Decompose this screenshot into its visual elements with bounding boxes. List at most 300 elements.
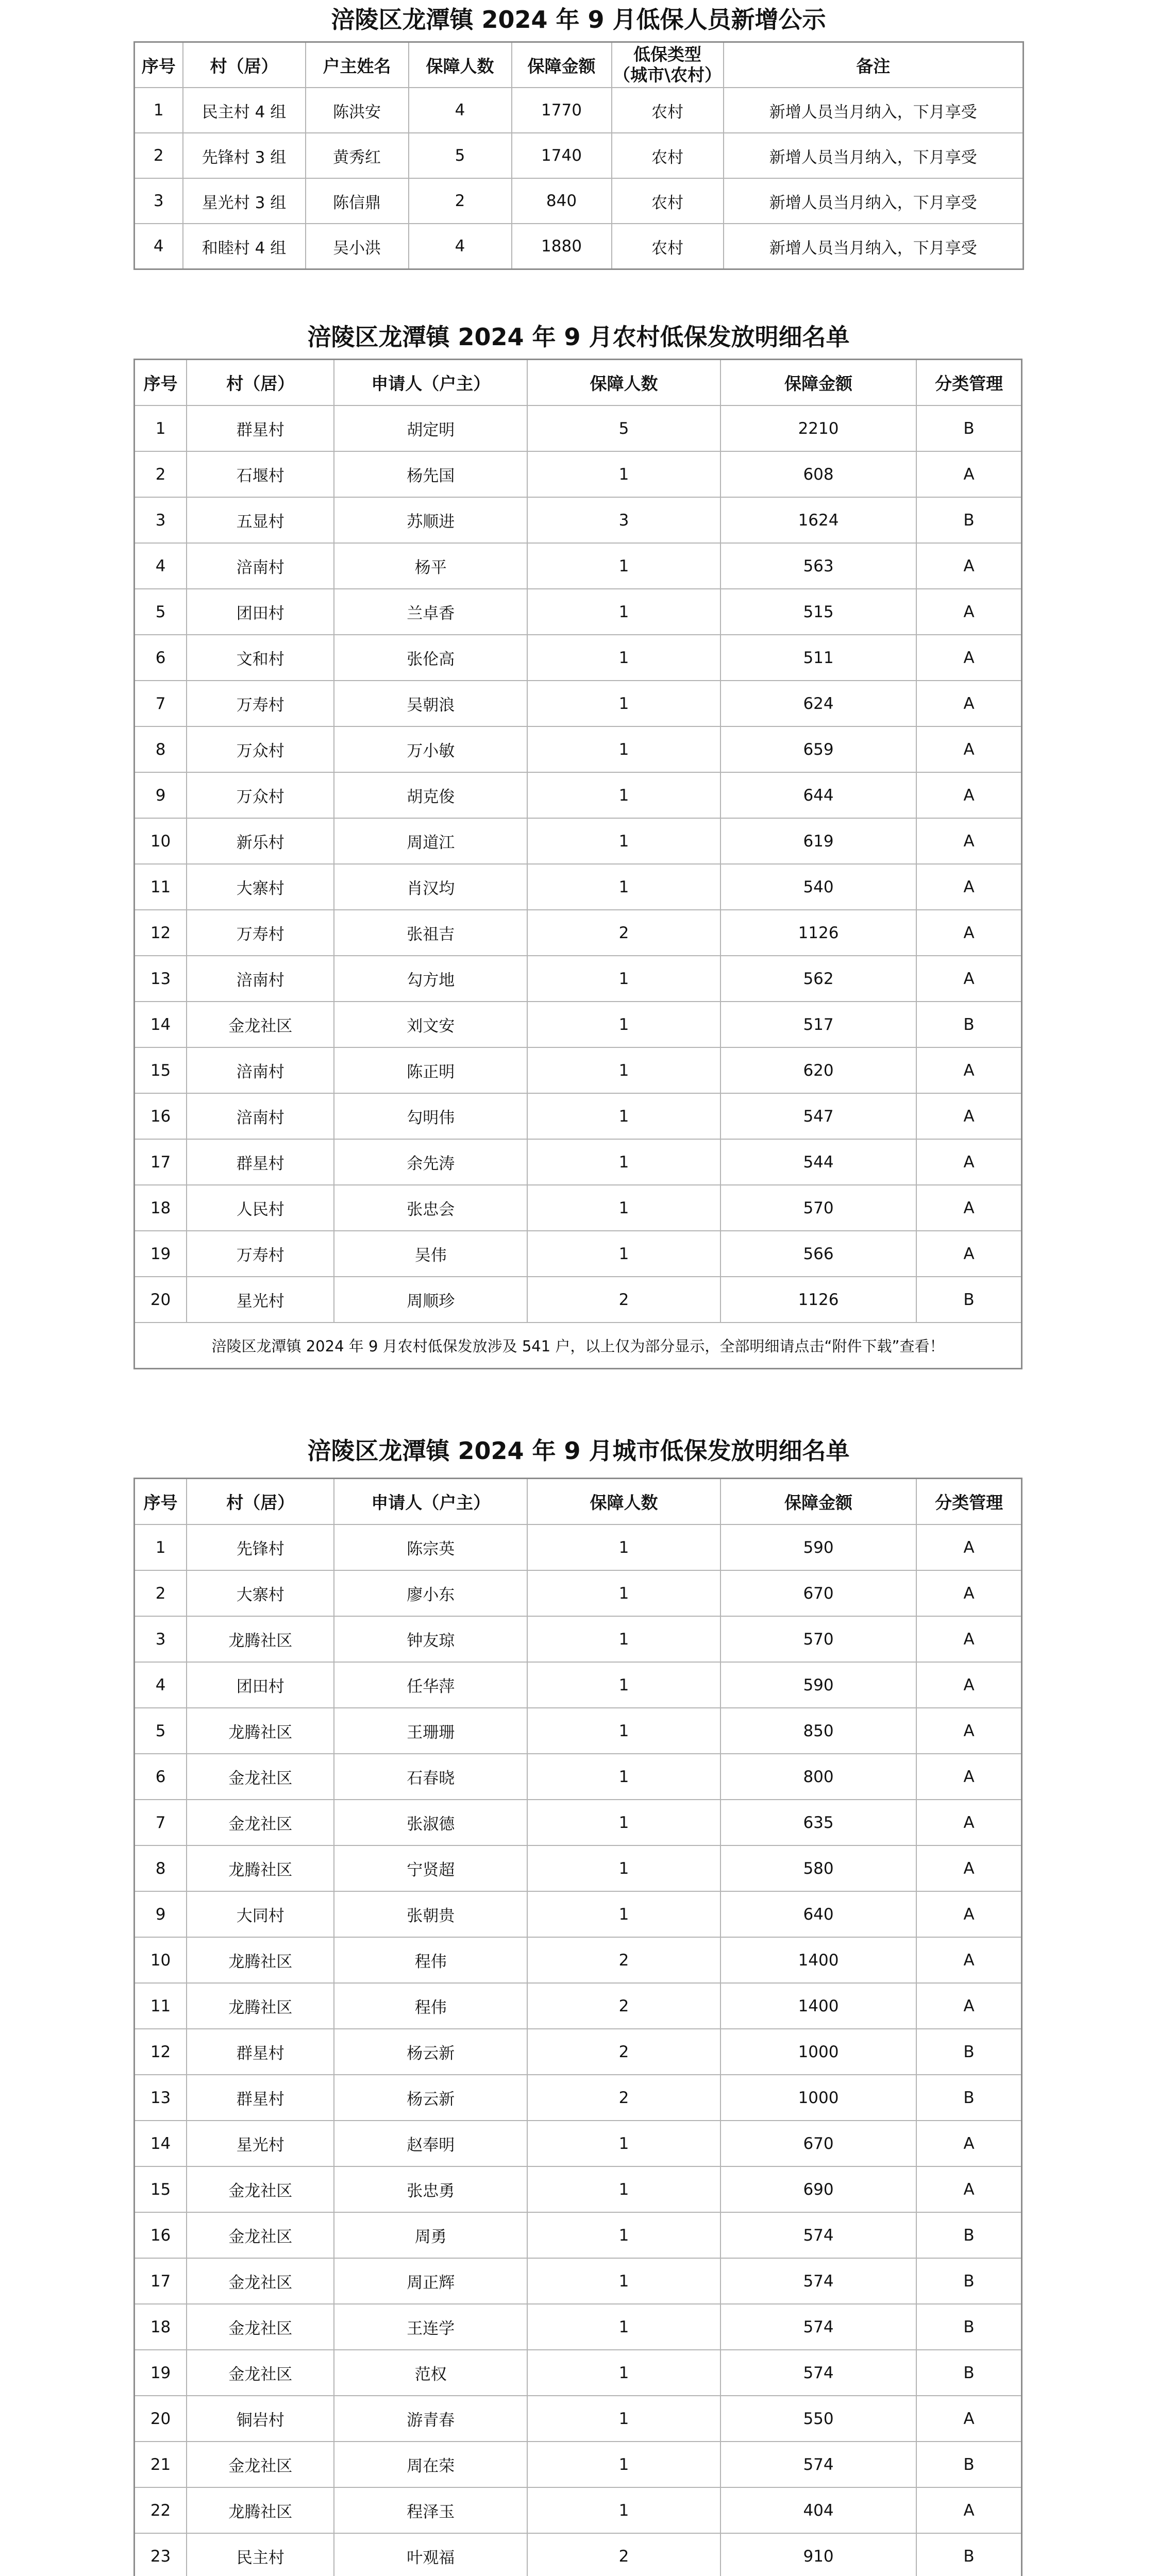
cell-village: 大同村 [187,1891,334,1937]
cell-seq: 22 [135,2487,187,2533]
cell-amount: 580 [720,1845,916,1891]
cell-amount: 624 [720,681,916,726]
cell-category: A [916,1616,1021,1662]
cell-applicant: 吴朝浪 [334,681,527,726]
cell-persons: 1 [527,2396,720,2442]
cell-village: 金龙社区 [187,2212,334,2258]
cell-amount: 562 [720,956,916,1002]
cell-persons: 2 [527,1277,720,1323]
cell-seq: 1 [135,1524,187,1570]
cell-seq: 8 [135,1845,187,1891]
cell-amount: 544 [720,1139,916,1185]
cell-seq: 1 [135,405,187,451]
cell-category: A [916,1093,1021,1139]
cell-applicant: 肖汉均 [334,864,527,910]
cell-persons: 2 [527,2075,720,2121]
cell-persons: 1 [527,2258,720,2304]
cell-village: 星光村 3 组 [183,178,306,224]
table-row [135,1570,1022,1616]
table-row [135,2350,1022,2396]
cell-village: 新乐村 [187,818,334,864]
cell-applicant: 程伟 [334,1983,527,2029]
cell-remark: 新增人员当月纳入，下月享受 [724,224,1024,269]
cell-village: 涪南村 [187,956,334,1002]
cell-seq: 20 [135,2396,187,2442]
cell-village: 万寿村 [187,681,334,726]
cell-amount: 659 [720,726,916,772]
cell-category: A [916,681,1021,726]
cell-persons: 1 [527,772,720,818]
table-row [135,1616,1022,1662]
cell-type: 农村 [612,133,724,178]
col-persons: 保障人数 [527,1479,720,1525]
cell-village: 石堰村 [187,451,334,497]
cell-seq: 23 [135,2533,187,2576]
cell-category: A [916,2396,1021,2442]
cell-applicant: 张忠会 [334,1185,527,1231]
cell-category: A [916,956,1021,1002]
cell-amount: 404 [720,2487,916,2533]
new-list-table [133,41,1024,270]
cell-category: B [916,2533,1021,2576]
cell-applicant: 周在荣 [334,2442,527,2487]
cell-amount: 574 [720,2258,916,2304]
table-row [135,405,1022,451]
cell-amount: 566 [720,1231,916,1277]
cell-seq: 17 [135,2258,187,2304]
table-row [135,178,1024,224]
cell-village: 万众村 [187,772,334,818]
col-village: 村（居） [187,360,334,406]
cell-persons: 1 [527,864,720,910]
cell-applicant: 张朝贵 [334,1891,527,1937]
cell-village: 群星村 [187,1139,334,1185]
cell-amount: 690 [720,2166,916,2212]
table-row [135,2533,1022,2576]
cell-amount: 1740 [512,133,612,178]
cell-persons: 3 [527,497,720,543]
cell-village: 先锋村 3 组 [183,133,306,178]
cell-applicant: 游青春 [334,2396,527,2442]
cell-persons: 1 [527,1139,720,1185]
cell-persons: 1 [527,1800,720,1845]
cell-seq: 14 [135,1002,187,1047]
cell-seq: 16 [135,1093,187,1139]
cell-seq: 5 [135,1708,187,1754]
cell-applicant: 兰卓香 [334,589,527,635]
cell-type: 农村 [612,178,724,224]
cell-amount: 550 [720,2396,916,2442]
table-row [135,2029,1022,2075]
cell-category: A [916,1983,1021,2029]
cell-category: A [916,2166,1021,2212]
rural-title: 涪陵区龙潭镇 2024 年 9 月农村低保发放明细名单 [307,323,850,351]
col-village: 村（居） [183,42,306,88]
cell-amount: 1880 [512,224,612,269]
table-row [135,1524,1022,1570]
col-persons: 保障人数 [409,42,512,88]
cell-village: 龙腾社区 [187,1983,334,2029]
cell-village: 龙腾社区 [187,1616,334,1662]
cell-category: A [916,818,1021,864]
table-row [135,1754,1022,1800]
table-row [135,451,1022,497]
cell-village: 万众村 [187,726,334,772]
cell-amount: 574 [720,2442,916,2487]
cell-persons: 1 [527,1616,720,1662]
col-household-head: 户主姓名 [306,42,409,88]
table-row [135,2487,1022,2533]
cell-amount: 670 [720,1570,916,1616]
table-row [135,2121,1022,2166]
cell-amount: 620 [720,1047,916,1093]
cell-category: A [916,1231,1021,1277]
cell-village: 民主村 4 组 [183,88,306,133]
cell-village: 万寿村 [187,1231,334,1277]
cell-village: 金龙社区 [187,2166,334,2212]
cell-persons: 2 [527,910,720,956]
table-row [135,1093,1022,1139]
cell-persons: 2 [527,1937,720,1983]
cell-applicant: 王连学 [334,2304,527,2350]
cell-applicant: 周正辉 [334,2258,527,2304]
cell-persons: 1 [527,726,720,772]
cell-amount: 1000 [720,2029,916,2075]
cell-amount: 670 [720,2121,916,2166]
table-row [135,956,1022,1002]
col-seq: 序号 [135,360,187,406]
table-row [135,2075,1022,2121]
cell-remark: 新增人员当月纳入，下月享受 [724,88,1024,133]
cell-seq: 17 [135,1139,187,1185]
col-type-line1: 低保类型 [633,44,701,64]
cell-seq: 18 [135,2304,187,2350]
cell-category: B [916,2258,1021,2304]
cell-amount: 1624 [720,497,916,543]
cell-applicant: 余先涛 [334,1139,527,1185]
cell-persons: 1 [527,818,720,864]
cell-category: B [916,2029,1021,2075]
table-row [135,681,1022,726]
cell-category: A [916,1708,1021,1754]
cell-village: 龙腾社区 [187,1845,334,1891]
cell-seq: 12 [135,910,187,956]
cell-seq: 9 [135,772,187,818]
cell-applicant: 陈正明 [334,1047,527,1093]
cell-category: A [916,1754,1021,1800]
cell-village: 铜岩村 [187,2396,334,2442]
cell-persons: 1 [527,1662,720,1708]
cell-village: 涪南村 [187,543,334,589]
cell-village: 金龙社区 [187,1002,334,1047]
cell-amount: 511 [720,635,916,681]
cell-amount: 1126 [720,1277,916,1323]
cell-applicant: 程泽玉 [334,2487,527,2533]
cell-persons: 1 [527,1047,720,1093]
cell-seq: 2 [135,1570,187,1616]
cell-village: 涪南村 [187,1093,334,1139]
cell-applicant: 任华萍 [334,1662,527,1708]
col-applicant: 申请人（户主） [334,360,527,406]
cell-village: 团田村 [187,1662,334,1708]
rural-note: 涪陵区龙潭镇 2024 年 9 月农村低保发放涉及 541 户，以上仅为部分显示，全部明细请点击“附件下载”查看！ [135,1323,1022,1369]
cell-amount: 590 [720,1524,916,1570]
cell-amount: 570 [720,1616,916,1662]
cell-category: A [916,726,1021,772]
cell-category: A [916,1524,1021,1570]
cell-household-head: 吴小洪 [306,224,409,269]
cell-seq: 10 [135,818,187,864]
cell-seq: 3 [135,178,183,224]
col-amount: 保障金额 [512,42,612,88]
cell-amount: 2210 [720,405,916,451]
cell-amount: 590 [720,1662,916,1708]
table-row [135,1662,1022,1708]
cell-village: 金龙社区 [187,1800,334,1845]
cell-applicant: 宁贤超 [334,1845,527,1891]
cell-village: 万寿村 [187,910,334,956]
cell-persons: 1 [527,1891,720,1937]
cell-persons: 1 [527,2350,720,2396]
new-list-title: 涪陵区龙潭镇 2024 年 9 月低保人员新增公示 [331,6,826,33]
cell-category: B [916,2304,1021,2350]
table-row [135,864,1022,910]
cell-persons: 1 [527,1093,720,1139]
cell-amount: 800 [720,1754,916,1800]
cell-persons: 1 [527,1231,720,1277]
cell-category: A [916,1662,1021,1708]
cell-persons: 1 [527,451,720,497]
cell-village: 龙腾社区 [187,2487,334,2533]
cell-applicant: 勾方地 [334,956,527,1002]
cell-village: 龙腾社区 [187,1937,334,1983]
cell-village: 人民村 [187,1185,334,1231]
rural-note-row [135,1323,1022,1369]
cell-amount: 640 [720,1891,916,1937]
cell-persons: 4 [409,88,512,133]
cell-category: A [916,2121,1021,2166]
cell-applicant: 胡定明 [334,405,527,451]
cell-seq: 8 [135,726,187,772]
cell-seq: 1 [135,88,183,133]
cell-category: A [916,1047,1021,1093]
urban-table [133,1478,1022,2576]
cell-applicant: 勾明伟 [334,1093,527,1139]
cell-applicant: 周顺珍 [334,1277,527,1323]
cell-seq: 2 [135,133,183,178]
cell-persons: 1 [527,1002,720,1047]
table-row [135,2166,1022,2212]
table-row [135,1708,1022,1754]
table-row [135,1277,1022,1323]
cell-seq: 4 [135,543,187,589]
cell-seq: 7 [135,681,187,726]
cell-village: 和睦村 4 组 [183,224,306,269]
cell-village: 星光村 [187,1277,334,1323]
cell-amount: 1770 [512,88,612,133]
cell-applicant: 周道江 [334,818,527,864]
cell-seq: 4 [135,224,183,269]
cell-seq: 15 [135,2166,187,2212]
cell-applicant: 周勇 [334,2212,527,2258]
cell-amount: 570 [720,1185,916,1231]
cell-applicant: 张祖吉 [334,910,527,956]
cell-seq: 6 [135,635,187,681]
cell-category: A [916,589,1021,635]
col-remark: 备注 [724,42,1024,88]
cell-applicant: 范权 [334,2350,527,2396]
cell-applicant: 张淑德 [334,1800,527,1845]
cell-village: 大寨村 [187,864,334,910]
cell-persons: 1 [527,2487,720,2533]
cell-amount: 1000 [720,2075,916,2121]
cell-applicant: 廖小东 [334,1570,527,1616]
col-category: 分类管理 [916,1479,1021,1525]
cell-village: 金龙社区 [187,2350,334,2396]
table-row [135,1231,1022,1277]
cell-amount: 515 [720,589,916,635]
cell-persons: 1 [527,2304,720,2350]
cell-amount: 547 [720,1093,916,1139]
col-village: 村（居） [187,1479,334,1525]
rural-table [133,359,1022,1369]
new-list-header-row [135,42,1024,88]
cell-seq: 18 [135,1185,187,1231]
col-persons: 保障人数 [527,360,720,406]
cell-amount: 635 [720,1800,916,1845]
cell-applicant: 王珊珊 [334,1708,527,1754]
table-row [135,1983,1022,2029]
cell-category: B [916,1002,1021,1047]
cell-village: 涪南村 [187,1047,334,1093]
cell-seq: 19 [135,2350,187,2396]
cell-applicant: 张伦高 [334,635,527,681]
cell-persons: 2 [409,178,512,224]
col-type [612,42,724,88]
col-amount: 保障金额 [720,1479,916,1525]
cell-seq: 13 [135,956,187,1002]
cell-seq: 7 [135,1800,187,1845]
col-type-line2: （城市\农村） [613,65,722,85]
cell-category: A [916,2487,1021,2533]
table-row [135,2396,1022,2442]
cell-applicant: 苏顺进 [334,497,527,543]
table-row [135,224,1024,269]
cell-amount: 1400 [720,1983,916,2029]
table-row [135,133,1024,178]
cell-seq: 3 [135,1616,187,1662]
cell-persons: 1 [527,1754,720,1800]
cell-category: A [916,1570,1021,1616]
table-row [135,1047,1022,1093]
cell-seq: 15 [135,1047,187,1093]
cell-category: B [916,1277,1021,1323]
cell-seq: 11 [135,1983,187,2029]
cell-category: A [916,1800,1021,1845]
cell-amount: 517 [720,1002,916,1047]
cell-household-head: 陈洪安 [306,88,409,133]
table-row [135,543,1022,589]
cell-seq: 21 [135,2442,187,2487]
table-row [135,635,1022,681]
table-row [135,589,1022,635]
cell-applicant: 赵奉明 [334,2121,527,2166]
cell-category: B [916,2350,1021,2396]
table-row [135,818,1022,864]
cell-village: 先锋村 [187,1524,334,1570]
cell-persons: 5 [527,405,720,451]
cell-village: 文和村 [187,635,334,681]
table-row [135,772,1022,818]
cell-persons: 2 [527,1983,720,2029]
table-row [135,1002,1022,1047]
table-row [135,1800,1022,1845]
cell-amount: 619 [720,818,916,864]
cell-applicant: 钟友琼 [334,1616,527,1662]
cell-persons: 1 [527,1524,720,1570]
cell-village: 金龙社区 [187,2258,334,2304]
cell-category: A [916,910,1021,956]
cell-household-head: 陈信鼎 [306,178,409,224]
cell-persons: 1 [527,2121,720,2166]
table-row [135,726,1022,772]
table-row [135,1139,1022,1185]
cell-seq: 11 [135,864,187,910]
cell-persons: 1 [527,543,720,589]
cell-persons: 1 [527,589,720,635]
cell-amount: 1400 [720,1937,916,1983]
cell-persons: 2 [527,2533,720,2576]
cell-seq: 19 [135,1231,187,1277]
cell-amount: 910 [720,2533,916,2576]
cell-persons: 1 [527,2166,720,2212]
cell-seq: 4 [135,1662,187,1708]
cell-seq: 5 [135,589,187,635]
cell-remark: 新增人员当月纳入，下月享受 [724,133,1024,178]
cell-persons: 1 [527,681,720,726]
cell-village: 群星村 [187,405,334,451]
cell-applicant: 石春晓 [334,1754,527,1800]
table-row [135,2442,1022,2487]
cell-amount: 608 [720,451,916,497]
cell-village: 金龙社区 [187,2442,334,2487]
cell-seq: 10 [135,1937,187,1983]
table-row [135,497,1022,543]
rural-header-row [135,360,1022,406]
cell-type: 农村 [612,224,724,269]
cell-persons: 2 [527,2029,720,2075]
cell-category: A [916,1891,1021,1937]
table-row [135,1845,1022,1891]
table-row [135,88,1024,133]
cell-applicant: 胡克俊 [334,772,527,818]
cell-category: A [916,864,1021,910]
cell-applicant: 叶观福 [334,2533,527,2576]
cell-persons: 1 [527,2212,720,2258]
cell-household-head: 黄秀红 [306,133,409,178]
cell-persons: 1 [527,1845,720,1891]
cell-category: A [916,1185,1021,1231]
table-row [135,2258,1022,2304]
cell-seq: 16 [135,2212,187,2258]
cell-applicant: 刘文安 [334,1002,527,1047]
cell-amount: 840 [512,178,612,224]
cell-seq: 2 [135,451,187,497]
cell-village: 大寨村 [187,1570,334,1616]
col-applicant: 申请人（户主） [334,1479,527,1525]
urban-title: 涪陵区龙潭镇 2024 年 9 月城市低保发放明细名单 [307,1437,850,1465]
cell-village: 龙腾社区 [187,1708,334,1754]
